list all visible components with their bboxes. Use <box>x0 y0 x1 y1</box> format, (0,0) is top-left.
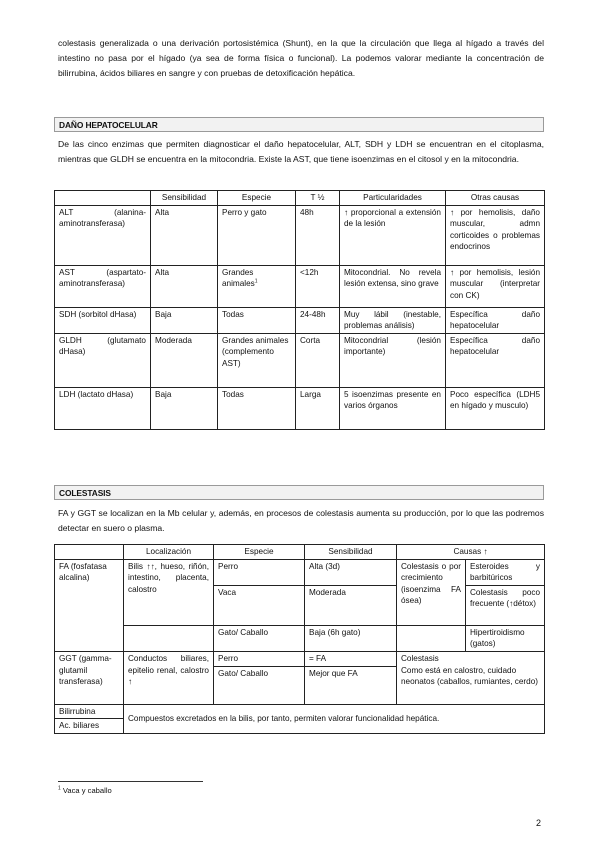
table-cell: ↑ proporcional a extensión de la lesión <box>340 205 446 265</box>
footnote-reference: 1 <box>254 278 258 285</box>
footnote-text: Vaca y caballo <box>62 786 112 795</box>
table-cell: Moderada <box>305 585 397 625</box>
table-row <box>55 559 545 585</box>
table-cell: ↑ por hemolisis, daño muscular, admn corticoides o problemas endocrinos <box>446 205 545 265</box>
table-cell: Baja <box>151 307 218 333</box>
header-cell <box>55 545 124 560</box>
table-cell: Compuestos excretados en la bilis, por tanto, permiten valorar funcionalidad hepática. <box>124 704 545 733</box>
header-cell: Sensibilidad <box>151 191 218 206</box>
table-row <box>55 651 545 666</box>
table-cell <box>218 265 296 307</box>
table-cell: Baja <box>151 387 218 429</box>
table-cell: Vaca <box>214 585 305 625</box>
section-title-hepatocellular: DAÑO HEPATOCELULAR <box>54 117 544 132</box>
table-cell: Colestasis poco frecuente (↑détox) <box>466 585 545 625</box>
table-cell: Alta <box>151 265 218 307</box>
table-cell: SDH (sorbitol dHasa) <box>55 307 151 333</box>
table-cell: Mitocondrial. No revela lesión extensa, sino grave <box>340 265 446 307</box>
table-cell <box>397 651 545 704</box>
table-row <box>55 265 545 307</box>
table-cell: Poco específica (LDH5 en hígado y musculo) <box>446 387 545 429</box>
table-cell: Todas <box>218 387 296 429</box>
table-cell: LDH (lactato dHasa) <box>55 387 151 429</box>
table-cell: Conductos biliares, epitelio renal, calostro ↑ <box>124 651 214 704</box>
table-cell: Moderada <box>151 333 218 387</box>
header-cell: Causas ↑ <box>397 545 545 560</box>
table-row <box>55 704 545 719</box>
header-cell: Especie <box>218 191 296 206</box>
table-row <box>55 333 545 387</box>
table-cell: 48h <box>296 205 340 265</box>
causes-detail: Como está en calostro, cuidado neonatos (caballos, rumiantes, cerdo) <box>401 665 538 687</box>
table-row <box>55 307 545 333</box>
table-cell: 5 isoenzimas presente en varios órganos <box>340 387 446 429</box>
table-cell: Perro y gato <box>218 205 296 265</box>
intro-paragraph: colestasis generalizada o una derivación portosistémica (Shunt), en la que la circulación que llega al hígado a través del intestino no pasa por el hígado (ya sea de forma física o funcional). La podemos valorar mediante la concentración de bilirrubina, ácidos biliares en sangre y con pruebas de detoxificación hepática. <box>58 38 544 78</box>
table-header-row <box>55 545 545 560</box>
table-row <box>55 625 545 651</box>
table-cell: = FA <box>305 651 397 666</box>
header-cell: Otras causas <box>446 191 545 206</box>
table-cell: Bilis ↑↑, hueso, riñón, intestino, placenta, calostro <box>124 559 214 625</box>
table-cell: Baja (6h gato) <box>305 625 397 651</box>
table-cell: ↑ por hemolisis, lesión muscular (interpretar con CK) <box>446 265 545 307</box>
table-cell: GGT (gamma-glutamil transferasa) <box>55 651 124 704</box>
table-cell: Todas <box>218 307 296 333</box>
table-cell: Esteroides y barbitúricos <box>466 559 545 585</box>
table-cell: Hipertiroidismo (gatos) <box>466 625 545 651</box>
table-cell: GLDH (glutamato dHasa) <box>55 333 151 387</box>
colestasis-paragraph: FA y GGT se localizan en la Mb celular y, además, en procesos de colestasis aumenta su producción, por lo que las podremos detectar en suero o plasma. <box>58 508 544 533</box>
hepatocellular-paragraph: De las cinco enzimas que permiten diagnosticar el daño hepatocelular, ALT, SDH y LDH se encuentran en el citoplasma, mientras que GLDH se encuentra en la mitocondria. Existe la AST, que tiene isoenzimas en el citosol y en la mitocondria. <box>58 139 544 164</box>
causes-title: Colestasis <box>401 653 439 663</box>
table-cell: Alta <box>151 205 218 265</box>
footnote <box>58 786 112 796</box>
table-cell: Gato/ Caballo <box>214 625 305 651</box>
header-cell: Particularidades <box>340 191 446 206</box>
table-cell <box>124 625 214 651</box>
table-cell: Larga <box>296 387 340 429</box>
table-cell: <12h <box>296 265 340 307</box>
page-number: 2 <box>536 818 542 828</box>
table-cell: Mitocondrial (lesión importante) <box>340 333 446 387</box>
table-row <box>55 387 545 429</box>
table-row <box>55 205 545 265</box>
table-cell: Perro <box>214 559 305 585</box>
table-cell <box>397 625 466 651</box>
hepatocellular-enzyme-table <box>54 190 545 430</box>
table-cell: Específica daño hepatocelular <box>446 333 545 387</box>
table-cell: Específica daño hepatocelular <box>446 307 545 333</box>
header-cell: Especie <box>214 545 305 560</box>
table-cell: Grandes animales (complemento AST) <box>218 333 296 387</box>
table-cell: 24-48h <box>296 307 340 333</box>
header-cell: Localización <box>124 545 214 560</box>
table-header-row <box>55 191 545 206</box>
footnote-divider <box>58 781 203 782</box>
table-cell: Perro <box>214 651 305 666</box>
table-cell: Bilirrubina <box>55 704 124 719</box>
header-cell <box>55 191 151 206</box>
header-cell: Sensibilidad <box>305 545 397 560</box>
table-cell: Corta <box>296 333 340 387</box>
table-cell: Muy lábil (inestable, problemas análisis) <box>340 307 446 333</box>
table-cell: Ac. biliares <box>55 719 124 734</box>
species-text: Grandes animales <box>222 267 255 289</box>
table-cell: Mejor que FA <box>305 666 397 704</box>
table-cell: ALT (alanina-aminotransferasa) <box>55 205 151 265</box>
table-cell: AST (aspartato-aminotransferasa) <box>55 265 151 307</box>
table-cell: FA (fosfatasa alcalina) <box>55 559 124 651</box>
table-cell: Alta (3d) <box>305 559 397 585</box>
header-cell: T ½ <box>296 191 340 206</box>
table-cell: Colestasis o por crecimiento (isoenzima FA ósea) <box>397 559 466 625</box>
footnote-mark: 1 <box>58 785 61 792</box>
colestasis-table <box>54 544 545 734</box>
section-title-colestasis: COLESTASIS <box>54 485 544 500</box>
table-cell: Gato/ Caballo <box>214 666 305 704</box>
